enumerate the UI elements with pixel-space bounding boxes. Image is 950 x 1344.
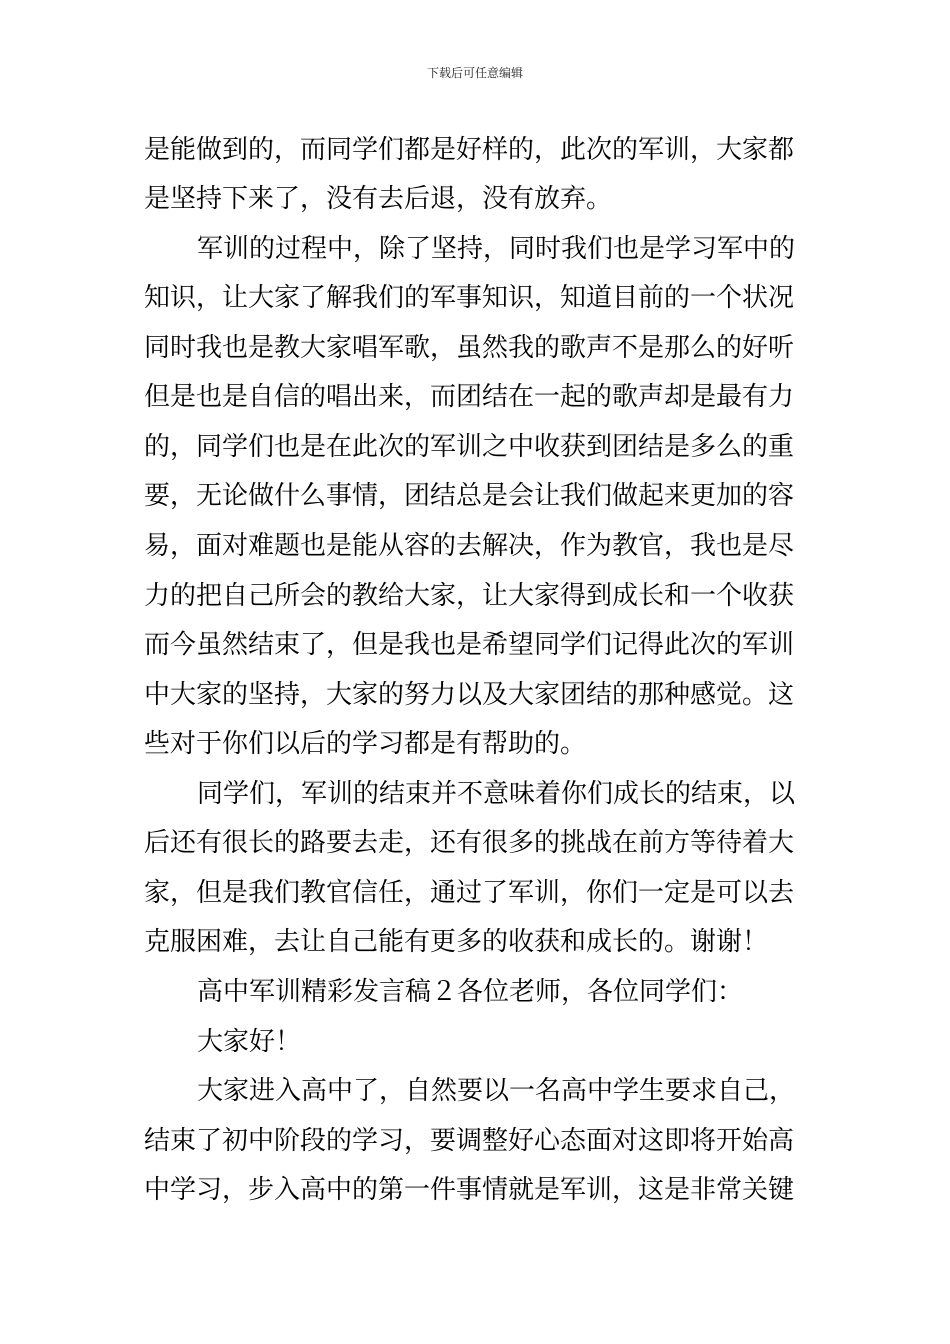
text-line: 中大家的坚持，大家的努力以及大家团结的那种感觉。这 — [144, 680, 795, 710]
text-line: 家，但是我们教官信任，通过了军训，你们一定是可以去 — [144, 878, 795, 908]
text-line: 些对于你们以后的学习都是有帮助的。 — [144, 729, 587, 759]
text-line: 结束了初中阶段的学习，要调整好心态面对这即将开始高 — [144, 1126, 795, 1156]
paragraph-start-line: 军训的过程中，除了坚持，同时我们也是学习军中的 — [197, 234, 796, 264]
text-line: 而今虽然结束了，但是我也是希望同学们记得此次的军训 — [144, 630, 795, 660]
text-line: 的，同学们也是在此次的军训之中收获到团结是多么的重 — [144, 432, 795, 462]
paragraph-start-line: 大家进入高中了，自然要以一名高中学生要求自己， — [197, 1076, 796, 1106]
paragraph-start-line: 同学们，军训的结束并不意味着你们成长的结束，以 — [197, 779, 796, 809]
text-line: 易，面对难题也是能从容的去解决，作为教官，我也是尽 — [144, 531, 795, 561]
text-line: 但是也是自信的唱出来，而团结在一起的歌声却是最有力 — [144, 382, 795, 412]
section-heading-line: 高中军训精彩发言稿２各位老师，各位同学们： — [197, 977, 744, 1007]
text-line: 克服困难，去让自己能有更多的收获和成长的。谢谢！ — [144, 927, 769, 957]
greeting-line: 大家好！ — [197, 1027, 302, 1057]
text-line: 后还有很长的路要去走，还有很多的挑战在前方等待着大 — [144, 828, 795, 858]
text-line: 力的把自己所会的教给大家，让大家得到成长和一个收获 — [144, 581, 795, 611]
text-line: 同时我也是教大家唱军歌，虽然我的歌声不是那么的好听 — [144, 333, 795, 363]
text-line: 知识，让大家了解我们的军事知识，知道目前的一个状况 — [144, 283, 795, 313]
page-header: 下载后可任意编辑 — [426, 66, 523, 80]
text-line: 中学习，步入高中的第一件事情就是军训，这是非常关键 — [144, 1175, 795, 1205]
text-line: 要，无论做什么事情，团结总是会让我们做起来更加的容 — [144, 481, 795, 511]
text-line: 是坚持下来了，没有去后退，没有放弃。 — [144, 184, 613, 214]
text-line: 是能做到的，而同学们都是好样的，此次的军训，大家都 — [144, 135, 795, 165]
